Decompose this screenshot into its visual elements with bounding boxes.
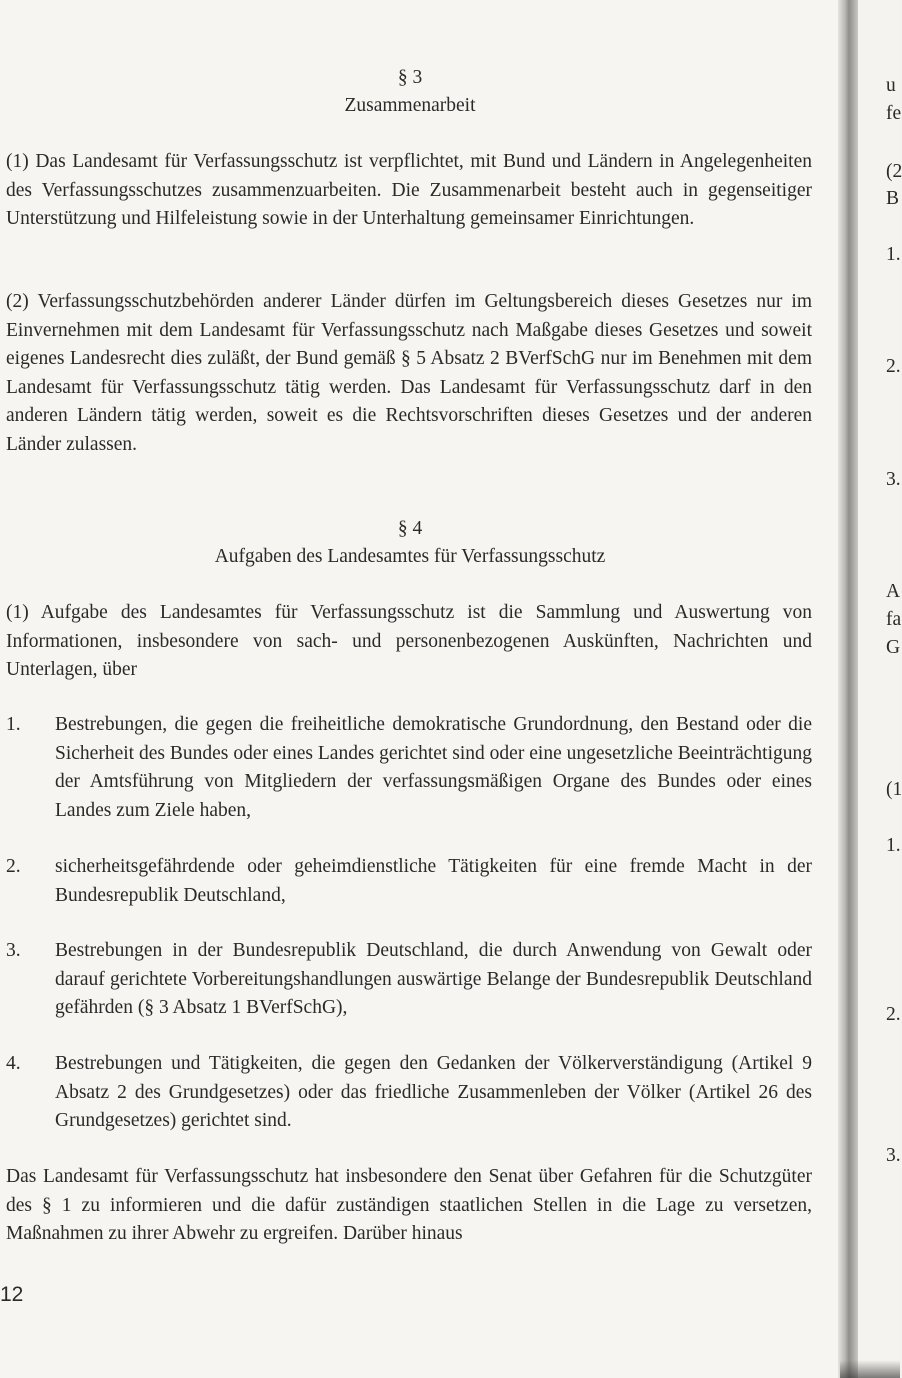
list-item-text: sicherheitsgefährdende oder geheimdienstliche Tätigkeiten für eine fremde Macht in der Bundesrepublik Deutschland, — [55, 856, 812, 906]
list-item-text: Bestrebungen, die gegen die freiheitliche demokratische Grundordnung, den Bestand oder die Sicherheit des Bundes oder eines Landes gerichtet sind oder eine ungesetzliche Beeinträchtigung der Amtsführung von Mitgliedern der verfassungsmäßigen Organe des Bundes oder eines Landes zum Ziele haben, — [55, 714, 812, 821]
right-page-fragment: fa — [886, 609, 902, 630]
section-3-paragraph-1: (1) Das Landesamt für Verfassungsschutz ist verpflichtet, mit Bund und Ländern in Angelegenheiten des Verfassungsschutzes zusammenzuarbeiten. Die Zusammenarbeit besteht auch in gegenseitiger Unterstützung und Hilfeleistung sowie in der Unterhaltung gemeinsamer Einrichtungen. — [6, 151, 812, 229]
right-page-fragment: (1 — [886, 779, 902, 800]
right-page-fragment: 3. — [886, 1145, 901, 1166]
right-page-fragment: 3. — [886, 469, 901, 490]
list-item-number: 1. — [6, 714, 21, 735]
section-4-paragraph-1: (1) Aufgabe des Landesamtes für Verfassungsschutz ist die Sammlung und Auswertung von Informationen, insbesondere von sach- und personenbezogenen Auskünften, Nachrichten und Unterlagen, über — [6, 602, 812, 680]
section-4-closing-paragraph: Das Landesamt für Verfassungsschutz hat insbesondere den Senat über Gefahren für die Schutzgüter des § 1 zu informieren und die dafür zuständigen staatlichen Stellen in die Lage zu versetzen, Maßnahmen zu ihrer Abwehr zu ergreifen. Darüber hinaus — [6, 1166, 812, 1244]
right-page-fragment: 2. — [886, 1004, 901, 1025]
right-page-fragment: 1. — [886, 835, 901, 856]
list-item-text: Bestrebungen in der Bundesrepublik Deutschland, die durch Anwendung von Gewalt oder darauf gerichtete Vorbereitungshandlungen auswärtige Belange der Bundesrepublik Deutschland gefährden (§ 3 Absatz 1 BVerfSchG), — [55, 940, 812, 1018]
right-page-fragment: A — [886, 581, 901, 602]
section-3-number: § 3 — [397, 67, 423, 88]
section-3-paragraph-2: (2) Verfassungsschutzbehörden anderer Länder dürfen im Geltungsbereich dieses Gesetzes nur im Einvernehmen mit dem Landesamt für Verfassungsschutz nach Maßgabe dieses Gesetzes und soweit eigenes Landesrecht dies zuläßt, der Bund gemäß § 5 Absatz 2 BVerfSchG nur im Benehmen mit dem Landesamt für Verfassungsschutz tätig werden. Das Landesamt für Verfassungsschutz darf in den anderen Ländern tätig werden, soweit es die Rechtsvorschriften dieses Gesetzes und der anderen Länder zulassen. — [6, 291, 812, 455]
right-page-fragment: B — [886, 188, 900, 209]
right-page-fragment: G — [886, 637, 901, 658]
right-page-fragment: u — [886, 75, 896, 96]
right-page — [858, 0, 900, 1378]
section-3-title: Zusammenarbeit — [344, 95, 476, 116]
list-item-number: 4. — [6, 1053, 21, 1074]
list-item-number: 3. — [6, 940, 21, 961]
page-edge-shadow — [840, 1360, 900, 1378]
book-gutter — [838, 0, 858, 1378]
right-page-fragment: fe — [886, 103, 902, 124]
right-page-fragment: 2. — [886, 356, 901, 377]
list-item-text: Bestrebungen und Tätigkeiten, die gegen den Gedanken der Völkerverständigung (Artikel 9 Absatz 2 des Grundgesetzes) oder das friedliche Zusammenleben der Völker (Artikel 26 des Grundgesetzes) gerichtet sind. — [55, 1053, 812, 1131]
right-page-fragment: 1. — [886, 244, 901, 265]
right-page-fragment: (2 — [886, 161, 902, 182]
page-number: 12 — [0, 1283, 24, 1306]
section-4-title: Aufgaben des Landesamtes für Verfassungsschutz — [214, 546, 606, 567]
list-item-number: 2. — [6, 856, 21, 877]
section-4-number: § 4 — [397, 518, 423, 539]
